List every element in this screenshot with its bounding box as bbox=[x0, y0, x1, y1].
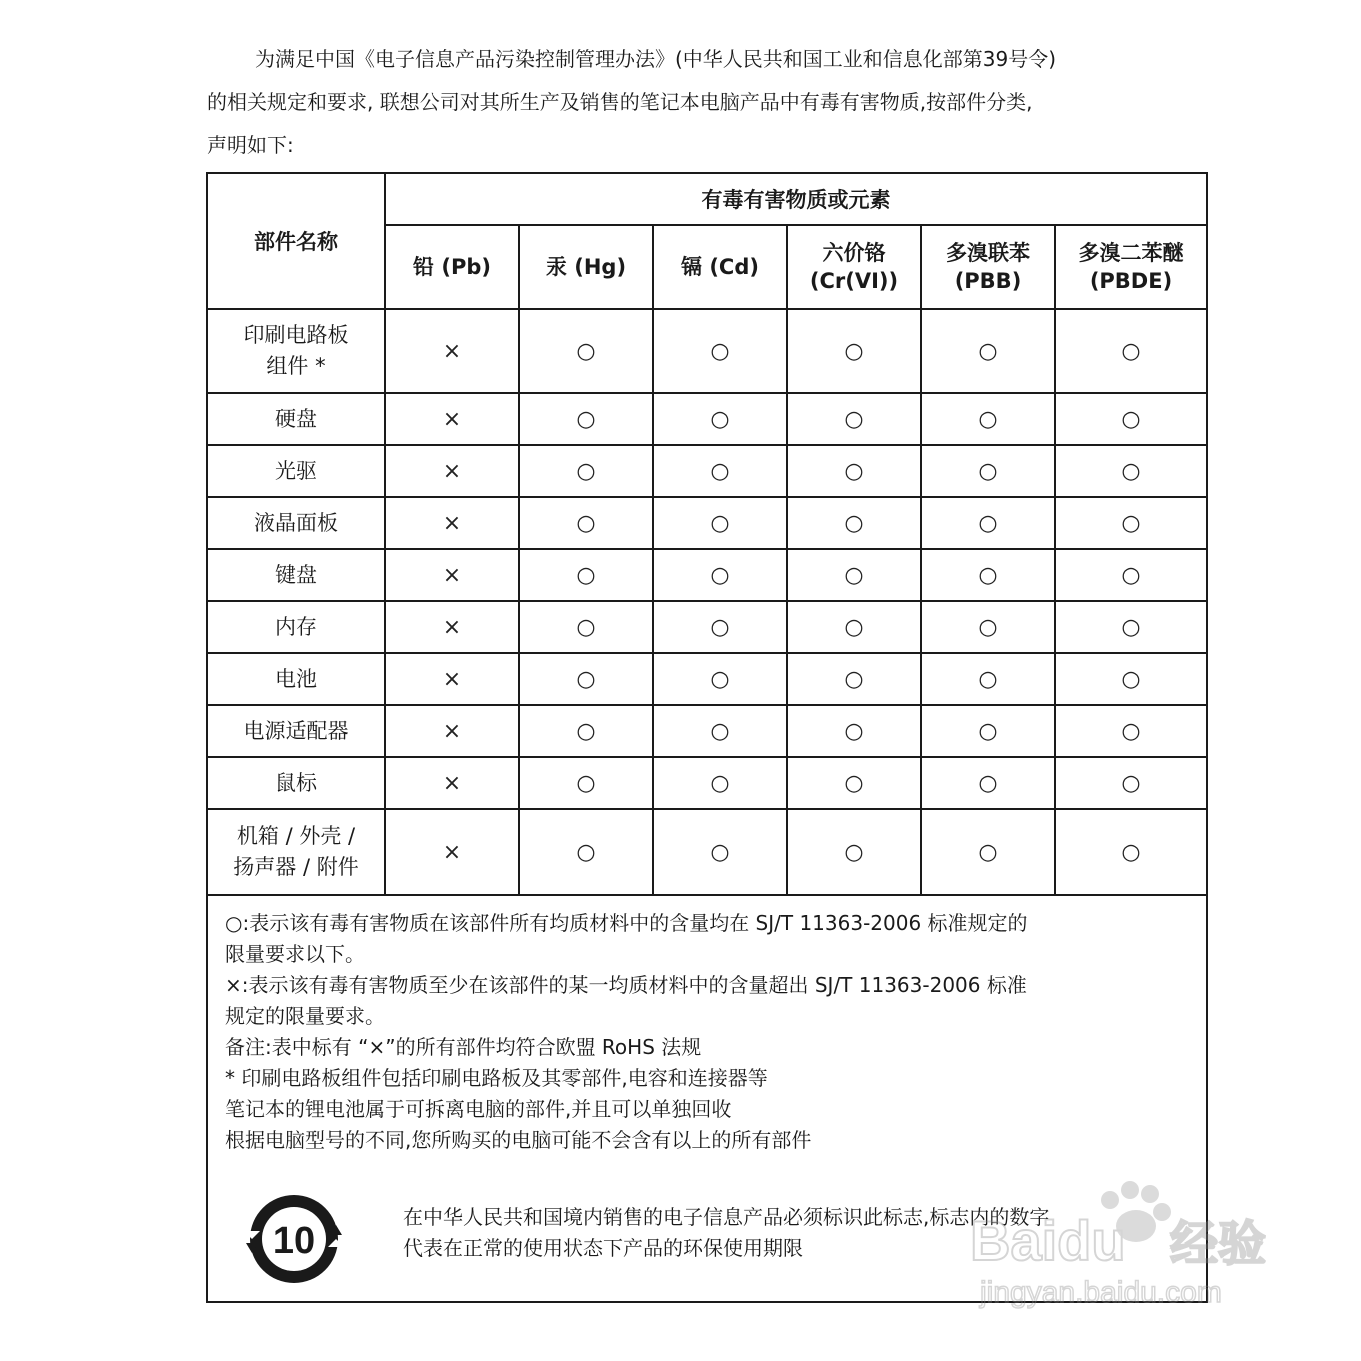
compliance-mark: ○ bbox=[1055, 549, 1207, 601]
part-name-cell bbox=[207, 705, 385, 757]
efup-10-logo-icon bbox=[244, 1191, 350, 1287]
compliance-mark: × bbox=[385, 393, 519, 445]
compliance-mark: × bbox=[385, 757, 519, 809]
part-name: 光驱 bbox=[275, 458, 317, 483]
compliance-mark: ○ bbox=[653, 757, 787, 809]
compliance-mark: ○ bbox=[921, 549, 1055, 601]
substance-name: 多溴联苯 bbox=[946, 241, 1030, 265]
table-row bbox=[207, 653, 1207, 705]
logo-number: 10 bbox=[272, 1220, 316, 1262]
compliance-mark: ○ bbox=[519, 309, 653, 393]
baidu-watermark-icon bbox=[960, 1160, 1290, 1310]
compliance-mark: ○ bbox=[653, 549, 787, 601]
substance-header-4 bbox=[921, 225, 1055, 309]
table-row bbox=[207, 309, 1207, 393]
compliance-mark: ○ bbox=[1055, 757, 1207, 809]
compliance-mark: ○ bbox=[1055, 497, 1207, 549]
note-line: * 印刷电路板组件包括印刷电路板及其零部件,电容和连接器等 bbox=[225, 1066, 768, 1090]
compliance-mark: ○ bbox=[921, 705, 1055, 757]
substance-name: 镉 (Cd) bbox=[681, 255, 759, 279]
substance-name: 汞 (Hg) bbox=[545, 255, 627, 279]
table-row bbox=[207, 757, 1207, 809]
note-line: ×:表示该有毒有害物质至少在该部件的某一均质材料中的含量超出 SJ/T 11363-2006 标准 bbox=[225, 973, 1027, 997]
note-line: 规定的限量要求。 bbox=[225, 1004, 385, 1028]
part-name-cell bbox=[207, 393, 385, 445]
part-name-cell bbox=[207, 601, 385, 653]
part-name: 印刷电路板 bbox=[243, 323, 349, 347]
intro-line-3: 声明如下: bbox=[207, 133, 294, 157]
compliance-mark: ○ bbox=[921, 393, 1055, 445]
compliance-mark: ○ bbox=[519, 393, 653, 445]
compliance-mark: ○ bbox=[787, 497, 921, 549]
compliance-mark: ○ bbox=[1055, 809, 1207, 895]
substance-header-5 bbox=[1055, 225, 1207, 309]
compliance-mark: ○ bbox=[787, 393, 921, 445]
compliance-mark: ○ bbox=[519, 497, 653, 549]
part-name-header: 部件名称 bbox=[207, 173, 385, 309]
compliance-mark: ○ bbox=[921, 809, 1055, 895]
compliance-mark: ○ bbox=[519, 705, 653, 757]
compliance-mark: ○ bbox=[519, 549, 653, 601]
compliance-mark: ○ bbox=[519, 809, 653, 895]
logo-text-line-1: 在中华人民共和国境内销售的电子信息产品必须标识此标志,标志内的数字 bbox=[403, 1205, 1050, 1229]
compliance-mark: × bbox=[385, 497, 519, 549]
compliance-mark: ○ bbox=[787, 549, 921, 601]
intro-paragraph bbox=[207, 38, 1207, 167]
substance-name: 多溴二苯醚 bbox=[1078, 241, 1184, 265]
compliance-mark: ○ bbox=[519, 445, 653, 497]
substance-symbol: (PBDE) bbox=[1089, 269, 1173, 293]
compliance-mark: ○ bbox=[921, 601, 1055, 653]
compliance-mark: ○ bbox=[921, 445, 1055, 497]
table-row bbox=[207, 445, 1207, 497]
compliance-mark: × bbox=[385, 601, 519, 653]
note-line: 笔记本的锂电池属于可拆离电脑的部件,并且可以单独回收 bbox=[225, 1097, 732, 1121]
substance-header-3 bbox=[787, 225, 921, 309]
table-row bbox=[207, 809, 1207, 895]
compliance-mark: ○ bbox=[1055, 705, 1207, 757]
watermark-url: jingyan.baidu.com bbox=[980, 1276, 1222, 1309]
compliance-mark: ○ bbox=[787, 757, 921, 809]
compliance-mark: × bbox=[385, 653, 519, 705]
part-name: 鼠标 bbox=[275, 770, 317, 795]
compliance-mark: × bbox=[385, 809, 519, 895]
compliance-mark: ○ bbox=[653, 653, 787, 705]
note-line: 根据电脑型号的不同,您所购买的电脑可能不会含有以上的所有部件 bbox=[225, 1128, 812, 1152]
compliance-mark: ○ bbox=[519, 653, 653, 705]
part-name-cell bbox=[207, 497, 385, 549]
substance-symbol: (PBB) bbox=[954, 269, 1022, 293]
substance-group-header: 有毒有害物质或元素 bbox=[385, 173, 1207, 225]
substance-header-2 bbox=[653, 225, 787, 309]
part-name-cell bbox=[207, 309, 385, 393]
compliance-mark: ○ bbox=[519, 601, 653, 653]
compliance-mark: ○ bbox=[787, 809, 921, 895]
substance-header-0 bbox=[385, 225, 519, 309]
table-row bbox=[207, 705, 1207, 757]
compliance-mark: ○ bbox=[787, 601, 921, 653]
substance-name: 六价铬 bbox=[822, 241, 886, 265]
hazardous-substance-table bbox=[206, 172, 1208, 1303]
compliance-mark: ○ bbox=[653, 809, 787, 895]
compliance-mark: ○ bbox=[921, 497, 1055, 549]
part-name: 键盘 bbox=[275, 562, 317, 587]
part-name-cell bbox=[207, 445, 385, 497]
compliance-mark: ○ bbox=[1055, 445, 1207, 497]
compliance-mark: × bbox=[385, 309, 519, 393]
compliance-mark: ○ bbox=[787, 445, 921, 497]
compliance-mark: × bbox=[385, 549, 519, 601]
substance-name: 铅 (Pb) bbox=[413, 255, 491, 279]
compliance-mark: × bbox=[385, 445, 519, 497]
logo-text-line-2: 代表在正常的使用状态下产品的环保使用期限 bbox=[403, 1236, 803, 1260]
watermark-cn: 经验 bbox=[1170, 1216, 1267, 1272]
compliance-mark: ○ bbox=[653, 309, 787, 393]
substance-header-1 bbox=[519, 225, 653, 309]
part-name-line-2: 组件 * bbox=[266, 354, 326, 378]
part-name: 电池 bbox=[275, 666, 317, 691]
compliance-mark: ○ bbox=[653, 445, 787, 497]
compliance-mark: ○ bbox=[653, 393, 787, 445]
substance-symbol: (Cr(VI)) bbox=[809, 269, 899, 293]
part-name-line-2: 扬声器 / 附件 bbox=[233, 855, 359, 879]
part-name: 硬盘 bbox=[275, 406, 317, 431]
compliance-mark: ○ bbox=[921, 653, 1055, 705]
compliance-mark: × bbox=[385, 705, 519, 757]
part-name: 机箱 / 外壳 / bbox=[236, 824, 356, 848]
table-row bbox=[207, 393, 1207, 445]
compliance-mark: ○ bbox=[1055, 309, 1207, 393]
intro-line-1: 为满足中国《电子信息产品污染控制管理办法》(中华人民共和国工业和信息化部第39号令) bbox=[255, 47, 1057, 71]
part-name: 电源适配器 bbox=[243, 718, 349, 743]
compliance-mark: ○ bbox=[519, 757, 653, 809]
watermark-brand: Baidu bbox=[970, 1209, 1126, 1272]
table-row bbox=[207, 549, 1207, 601]
compliance-mark: ○ bbox=[653, 601, 787, 653]
note-line: ○:表示该有毒有害物质在该部件所有均质材料中的含量均在 SJ/T 11363-2006 标准规定的 bbox=[225, 911, 1028, 935]
compliance-mark: ○ bbox=[1055, 393, 1207, 445]
part-name: 内存 bbox=[275, 614, 317, 639]
part-name-cell bbox=[207, 757, 385, 809]
compliance-mark: ○ bbox=[921, 309, 1055, 393]
notes-list bbox=[225, 908, 1195, 1156]
logo-description bbox=[403, 1202, 1049, 1264]
table-row bbox=[207, 497, 1207, 549]
note-line: 限量要求以下。 bbox=[225, 942, 365, 966]
intro-line-2: 的相关规定和要求, 联想公司对其所生产及销售的笔记本电脑产品中有毒有害物质,按部件分类, bbox=[207, 90, 1033, 114]
compliance-mark: ○ bbox=[787, 705, 921, 757]
part-name: 液晶面板 bbox=[254, 510, 338, 535]
compliance-mark: ○ bbox=[1055, 653, 1207, 705]
compliance-mark: ○ bbox=[653, 497, 787, 549]
note-line: 备注:表中标有 “×”的所有部件均符合欧盟 RoHS 法规 bbox=[225, 1035, 702, 1059]
part-name-cell bbox=[207, 653, 385, 705]
part-name-cell bbox=[207, 549, 385, 601]
compliance-mark: ○ bbox=[1055, 601, 1207, 653]
compliance-mark: ○ bbox=[787, 309, 921, 393]
part-name-cell bbox=[207, 809, 385, 895]
compliance-mark: ○ bbox=[787, 653, 921, 705]
compliance-mark: ○ bbox=[653, 705, 787, 757]
compliance-mark: ○ bbox=[921, 757, 1055, 809]
table-row bbox=[207, 601, 1207, 653]
